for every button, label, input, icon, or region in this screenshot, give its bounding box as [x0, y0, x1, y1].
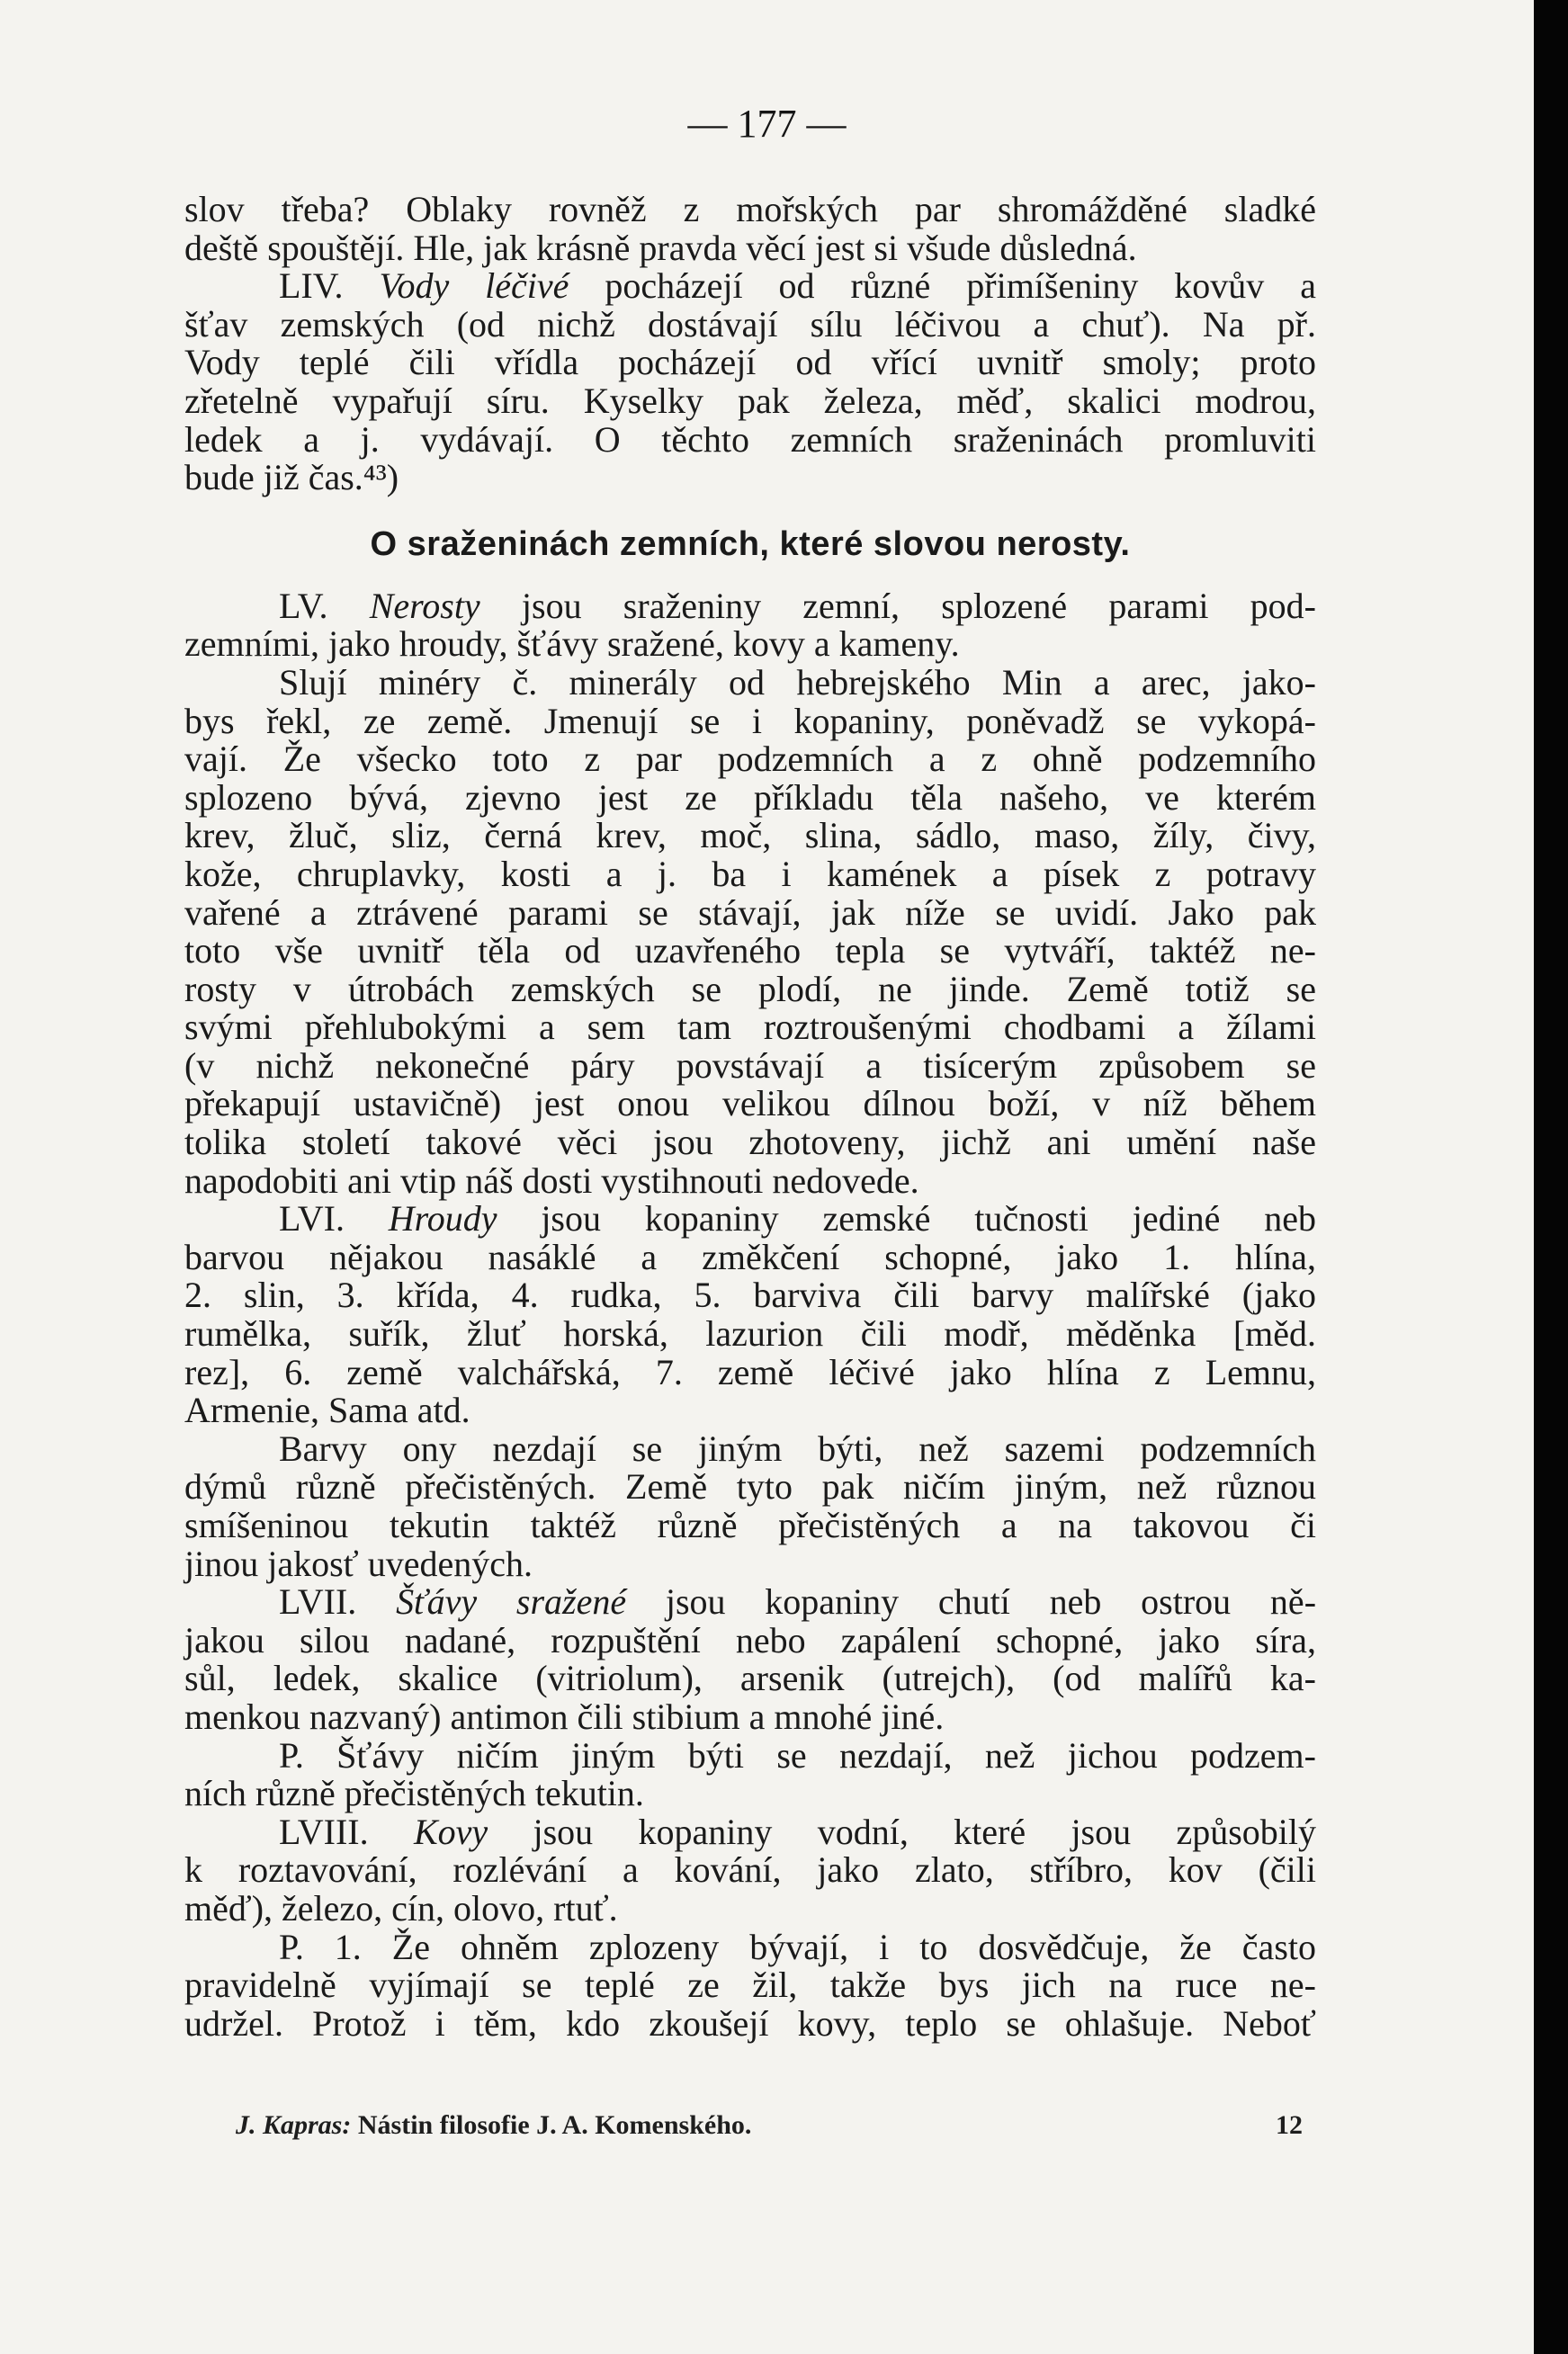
text-line: P. 1. Že ohněm zplozeny bývají, i to dosvědčuje, že často [279, 1926, 1316, 1967]
body-text [184, 191, 1316, 2043]
text-line: měď), železo, cín, olovo, rtuť. [184, 1887, 618, 1929]
section-number: LIV. [279, 265, 344, 307]
text-line: splozeno bývá, zjevno jest ze příkladu těla našeho, ve kterém [184, 776, 1316, 818]
section-lvi [184, 1200, 1316, 1239]
text-run: pocházejí od různé přimíšeniny kovův a [569, 265, 1317, 307]
text-line: kože, chruplavky, kosti a j. ba i kamének a písek z potravy [184, 853, 1316, 894]
section-number: LVI. [279, 1198, 345, 1240]
footer-title: Nástin filosofie J. A. Komenského. [351, 2110, 752, 2140]
section-number: LVII. [279, 1581, 357, 1623]
text-line: rosty v útrobách zemských se plodí, ne jinde. Země totiž se [184, 968, 1316, 1009]
text-line: rez], 6. země valchářská, 7. země léčivé jako hlína z Lemnu, [184, 1351, 1316, 1392]
text-line: vařené a ztrávené parami se stávají, jak níže se uvidí. Jako pak [184, 891, 1316, 933]
text-line: sůl, ledek, skalice (vitriolum), arsenik (utrejch), (od malířů ka- [184, 1658, 1316, 1699]
text-line: šťav zemských (od nichž dostávají sílu léčivou a chuť). Na př. [184, 303, 1316, 345]
section-lvii [184, 1583, 1316, 1622]
text-line: krev, žluč, sliz, černá krev, moč, slina, sádlo, maso, žíly, čivy, [184, 815, 1316, 856]
text-line: napodobiti ani vtip náš dosti vystihnouti nedovede. [184, 1159, 919, 1201]
text-line: barvou nějakou nasáklé a změkčení schopné, jako 1. hlína, [184, 1236, 1316, 1277]
footer-author: J. Kapras: [236, 2110, 352, 2140]
page-number: — 177 — [687, 102, 847, 146]
scan-border [1534, 0, 1568, 2354]
section-liv [184, 267, 1316, 306]
section-number: LV. [279, 585, 328, 626]
text-line: slov třeba? Oblaky rovněž z mořských par shromážděné sladké [184, 189, 1316, 229]
section-heading: O sraženinách zemních, které slovou nerosty. [370, 524, 1131, 563]
text-line: deště spouštějí. Hle, jak krásně pravda věcí jest si všude důsledná. [184, 227, 1137, 268]
section-term: Hroudy [388, 1198, 497, 1240]
text-run: jsou kopaniny vodní, které jsou způsobilý [488, 1811, 1317, 1852]
text-line: Vody teplé čili vřídla pocházejí od vřící uvnitř smoly; proto [184, 342, 1316, 383]
text-line: k roztavování, rozlévání a kování, jako zlato, stříbro, kov (čili [184, 1849, 1316, 1891]
text-line: udržel. Protož i těm, kdo zkoušejí kovy, teplo se ohlašuje. Neboť [184, 2002, 1316, 2044]
text-line: dýmů různě přečistěných. Země tyto pak ničím jiným, než různou [184, 1466, 1316, 1508]
text-run: jsou sraženiny zemní, splozené parami pod- [479, 585, 1317, 626]
section-term: Nerosty [369, 585, 480, 626]
text-line: Slují minéry č. minerály od hebrejského Min a arec, jako- [279, 661, 1316, 703]
text-run: jsou kopaniny chutí neb ostrou ně- [626, 1581, 1317, 1623]
text-line: ledek a j. vydávají. O těchto zemních sraženinách promluviti [184, 418, 1316, 460]
signature-mark: 12 [1276, 2110, 1303, 2140]
section-term: Šťávy sražené [396, 1581, 627, 1623]
text-line: smíšeninou tekutin taktéž různě přečistěných a na takovou či [184, 1505, 1316, 1545]
text-line: menkou nazvaný) antimon čili stibium a mnohé jiné. [184, 1696, 945, 1737]
page-footer [236, 2110, 1303, 2141]
text-line: Armenie, Sama atd. [184, 1390, 470, 1431]
section-number: LVIII. [279, 1811, 369, 1852]
text-line: Barvy ony nezdají se jiným býti, než sazemi podzemních [279, 1428, 1316, 1469]
text-line: pravidelně vyjímají se teplé ze žil, takže bys jich na ruce ne- [184, 1965, 1316, 2006]
text-line: P. Šťávy ničím jiným býti se nezdají, než jichou podzem- [279, 1734, 1316, 1776]
section-lviii [184, 1813, 1316, 1852]
text-line: tolika století takové věci jsou zhotoveny, jichž ani umění naše [184, 1122, 1316, 1163]
text-line: bude již čas.⁴³) [184, 457, 399, 498]
text-line: zřetelně vypařují síru. Kyselky pak železa, měď, skalici modrou, [184, 380, 1316, 421]
text-line: jakou silou nadané, rozpuštění nebo zapálení schopné, jako síra, [184, 1619, 1316, 1660]
text-line: toto vše uvnitř těla od uzavřeného tepla se vytváří, taktéž ne- [184, 930, 1316, 971]
text-line: překapují ustavičně) jest onou velikou dílnou boží, v níž během [184, 1083, 1316, 1124]
footer-citation [236, 2110, 751, 2140]
text-line: vají. Že všecko toto z par podzemních a z ohně podzemního [184, 738, 1316, 780]
text-line: ních různě přečistěných tekutin. [184, 1773, 644, 1814]
section-lv [184, 587, 1316, 626]
text-line: svými přehlubokými a sem tam roztroušenými chodbami a žílami [184, 1007, 1316, 1048]
text-run: jsou kopaniny zemské tučnosti jediné neb [497, 1198, 1317, 1240]
text-line: jinou jakosť uvedených. [184, 1543, 533, 1584]
text-line: zemními, jako hroudy, šťávy sražené, kovy a kameny. [184, 623, 960, 665]
text-line: (v nichž nekonečné páry povstávají a tisícerým způsobem se [184, 1044, 1316, 1086]
section-term: Kovy [413, 1811, 488, 1852]
text-line: 2. slin, 3. křída, 4. rudka, 5. barviva čili barvy malířské (jako [184, 1275, 1316, 1316]
text-line: bys řekl, ze země. Jmenují se i kopaniny, poněvadž se vykopá- [184, 700, 1316, 741]
text-line: rumělka, suřík, žluť horská, lazurion čili modř, měděnka [měd. [184, 1313, 1316, 1355]
section-term: Vody léčivé [379, 265, 569, 307]
